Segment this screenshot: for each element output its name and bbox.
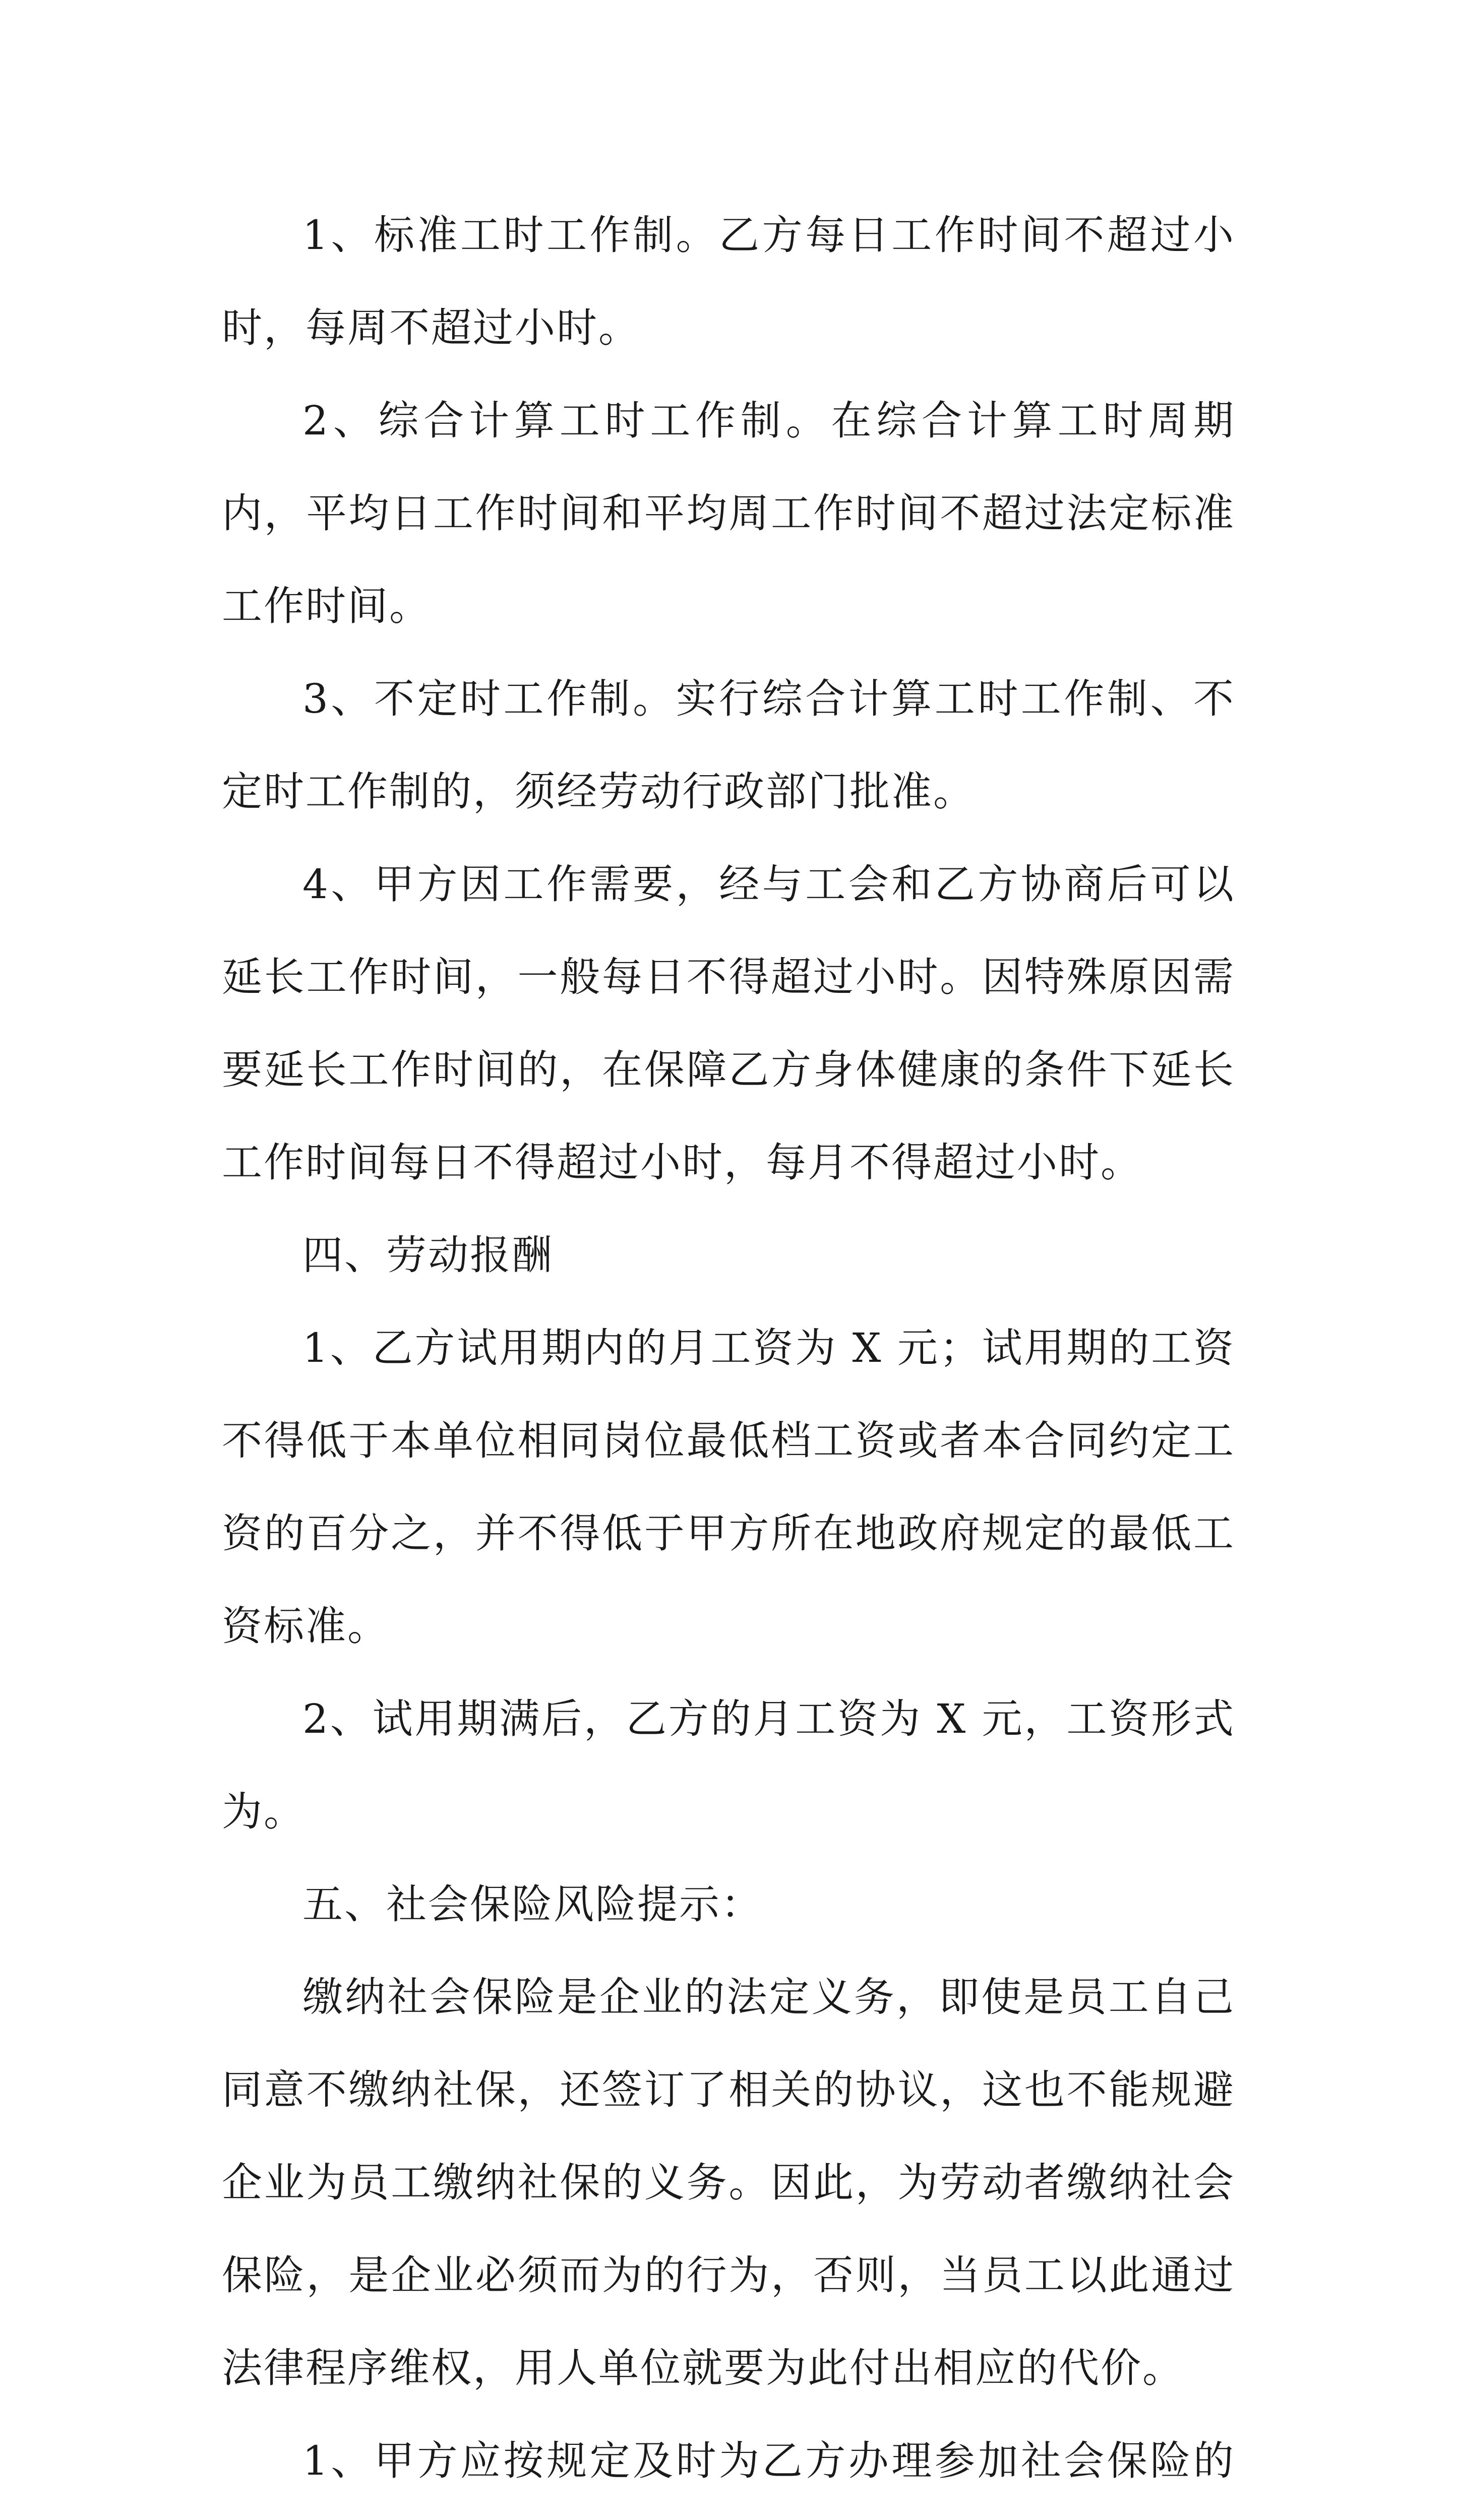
document-body xyxy=(222,189,1235,2520)
paragraph-flexible-hours: 3、不定时工作制。实行综合计算工时工作制、不定时工作制的，须经劳动行政部门批准。 xyxy=(222,675,1235,815)
paragraph-social-insurance-procedures: 1、甲方应按规定及时为乙方办理参加社会保险的 xyxy=(302,2437,1235,2484)
section-heading-remuneration: 四、劳动报酬 xyxy=(302,1232,554,1279)
paragraph-probation-salary: 1、乙方试用期内的月工资为 X 元；试用期的工资不得低于本单位相同岗位最低档工资或者本合同约定工资的百分之，并不得低于甲方所在地政府规定的最低工资标准。 xyxy=(222,1325,1235,1650)
paragraph-post-probation-salary: 2、试用期满后，乙方的月工资为 X 元，工资形式为。 xyxy=(222,1695,1235,1835)
section-heading-social-insurance: 五、社会保险风险提示： xyxy=(302,1881,763,1928)
paragraph-social-insurance-risk: 缴纳社会保险是企业的法定义务，即使是员工自己同意不缴纳社保，还签订了相关的协议，这也不能规避企业为员工缴纳社保的义务。因此，为劳动者缴纳社会保险，是企业必须而为的行为，否则，当员工以此通过法律程序维权，用人单位就要为此付出相应的代价。 xyxy=(222,1974,1235,2391)
paragraph-comprehensive-hours: 2、综合计算工时工作制。在综合计算工时周期内，平均日工作时间和平均周工作时间不超过法定标准工作时间。 xyxy=(222,397,1235,629)
paragraph-overtime: 4、甲方因工作需要，经与工会和乙方协商后可以延长工作时间，一般每日不得超过小时。因特殊原因需要延长工作时间的，在保障乙方身体健康的条件下延长工作时间每日不得超过小时，每月不得超过小时。 xyxy=(222,861,1235,1186)
paragraph-standard-hours: 1、标准工时工作制。乙方每日工作时间不超过小时，每周不超过小时。 xyxy=(222,212,1235,351)
